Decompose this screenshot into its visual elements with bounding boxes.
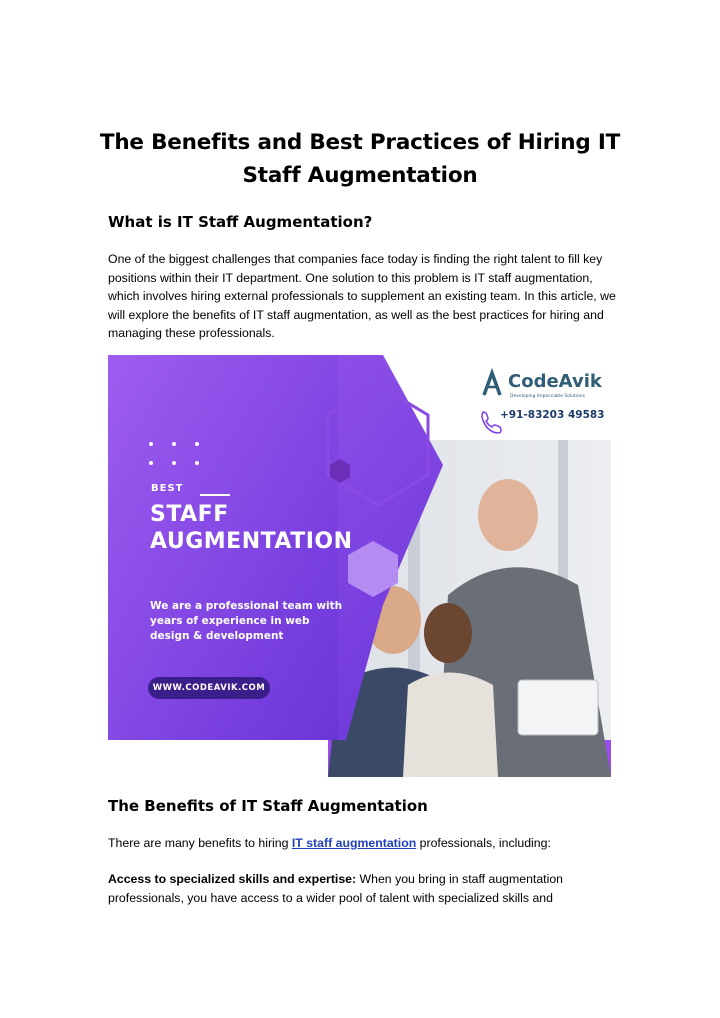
banner-best-label: BEST xyxy=(151,483,184,494)
banner-tagline: We are a professional team with years of experience in web design & development xyxy=(150,600,343,642)
banner-headline-line1: STAFF xyxy=(150,502,229,527)
banner-divider-line xyxy=(200,494,230,496)
codeavik-brand xyxy=(480,369,605,405)
benefit-item-title: Access to specialized skills and expertise: xyxy=(108,872,357,886)
banner-phone xyxy=(480,407,605,425)
staff-augmentation-banner xyxy=(108,355,611,777)
section-intro-paragraph: One of the biggest challenges that companies face today is finding the right talent to fill key positions within their IT department. One solution to this problem is IT staff augmentation, which involves hiring external professionals to supplement an existing team. In this article, we will explore the benefits of IT staff augmentation, as well as the best practices for hiring and managing these professionals. xyxy=(108,252,616,341)
section-heading-what-is: What is IT Staff Augmentation? xyxy=(108,213,373,231)
banner-website-url: WWW.CODEAVIK.COM xyxy=(148,677,270,699)
phone-number: +91-83203 49583 xyxy=(500,409,605,421)
benefits-intro-paragraph xyxy=(108,834,618,853)
banner-headline xyxy=(150,501,353,555)
benefits-intro-text-after: professionals, including: xyxy=(416,836,551,850)
it-staff-augmentation-link[interactable]: IT staff augmentation xyxy=(291,836,417,850)
brand-name: CodeAvik xyxy=(508,371,602,392)
document-title: The Benefits and Best Practices of Hiring IT Staff Augmentation xyxy=(99,130,621,188)
brand-subtitle: Developing Impeccable Solutions xyxy=(510,394,585,399)
banner-headline-line2: AUGMENTATION xyxy=(150,529,353,554)
benefit-item-specialized-skills xyxy=(108,870,618,907)
benefits-intro-text-before: There are many benefits to hiring xyxy=(108,836,292,850)
benefit-item-text: When you bring in staff augmentation professionals, you have access to a wider pool of talent with specialized skills and xyxy=(108,872,564,905)
section-heading-benefits: The Benefits of IT Staff Augmentation xyxy=(108,797,428,815)
